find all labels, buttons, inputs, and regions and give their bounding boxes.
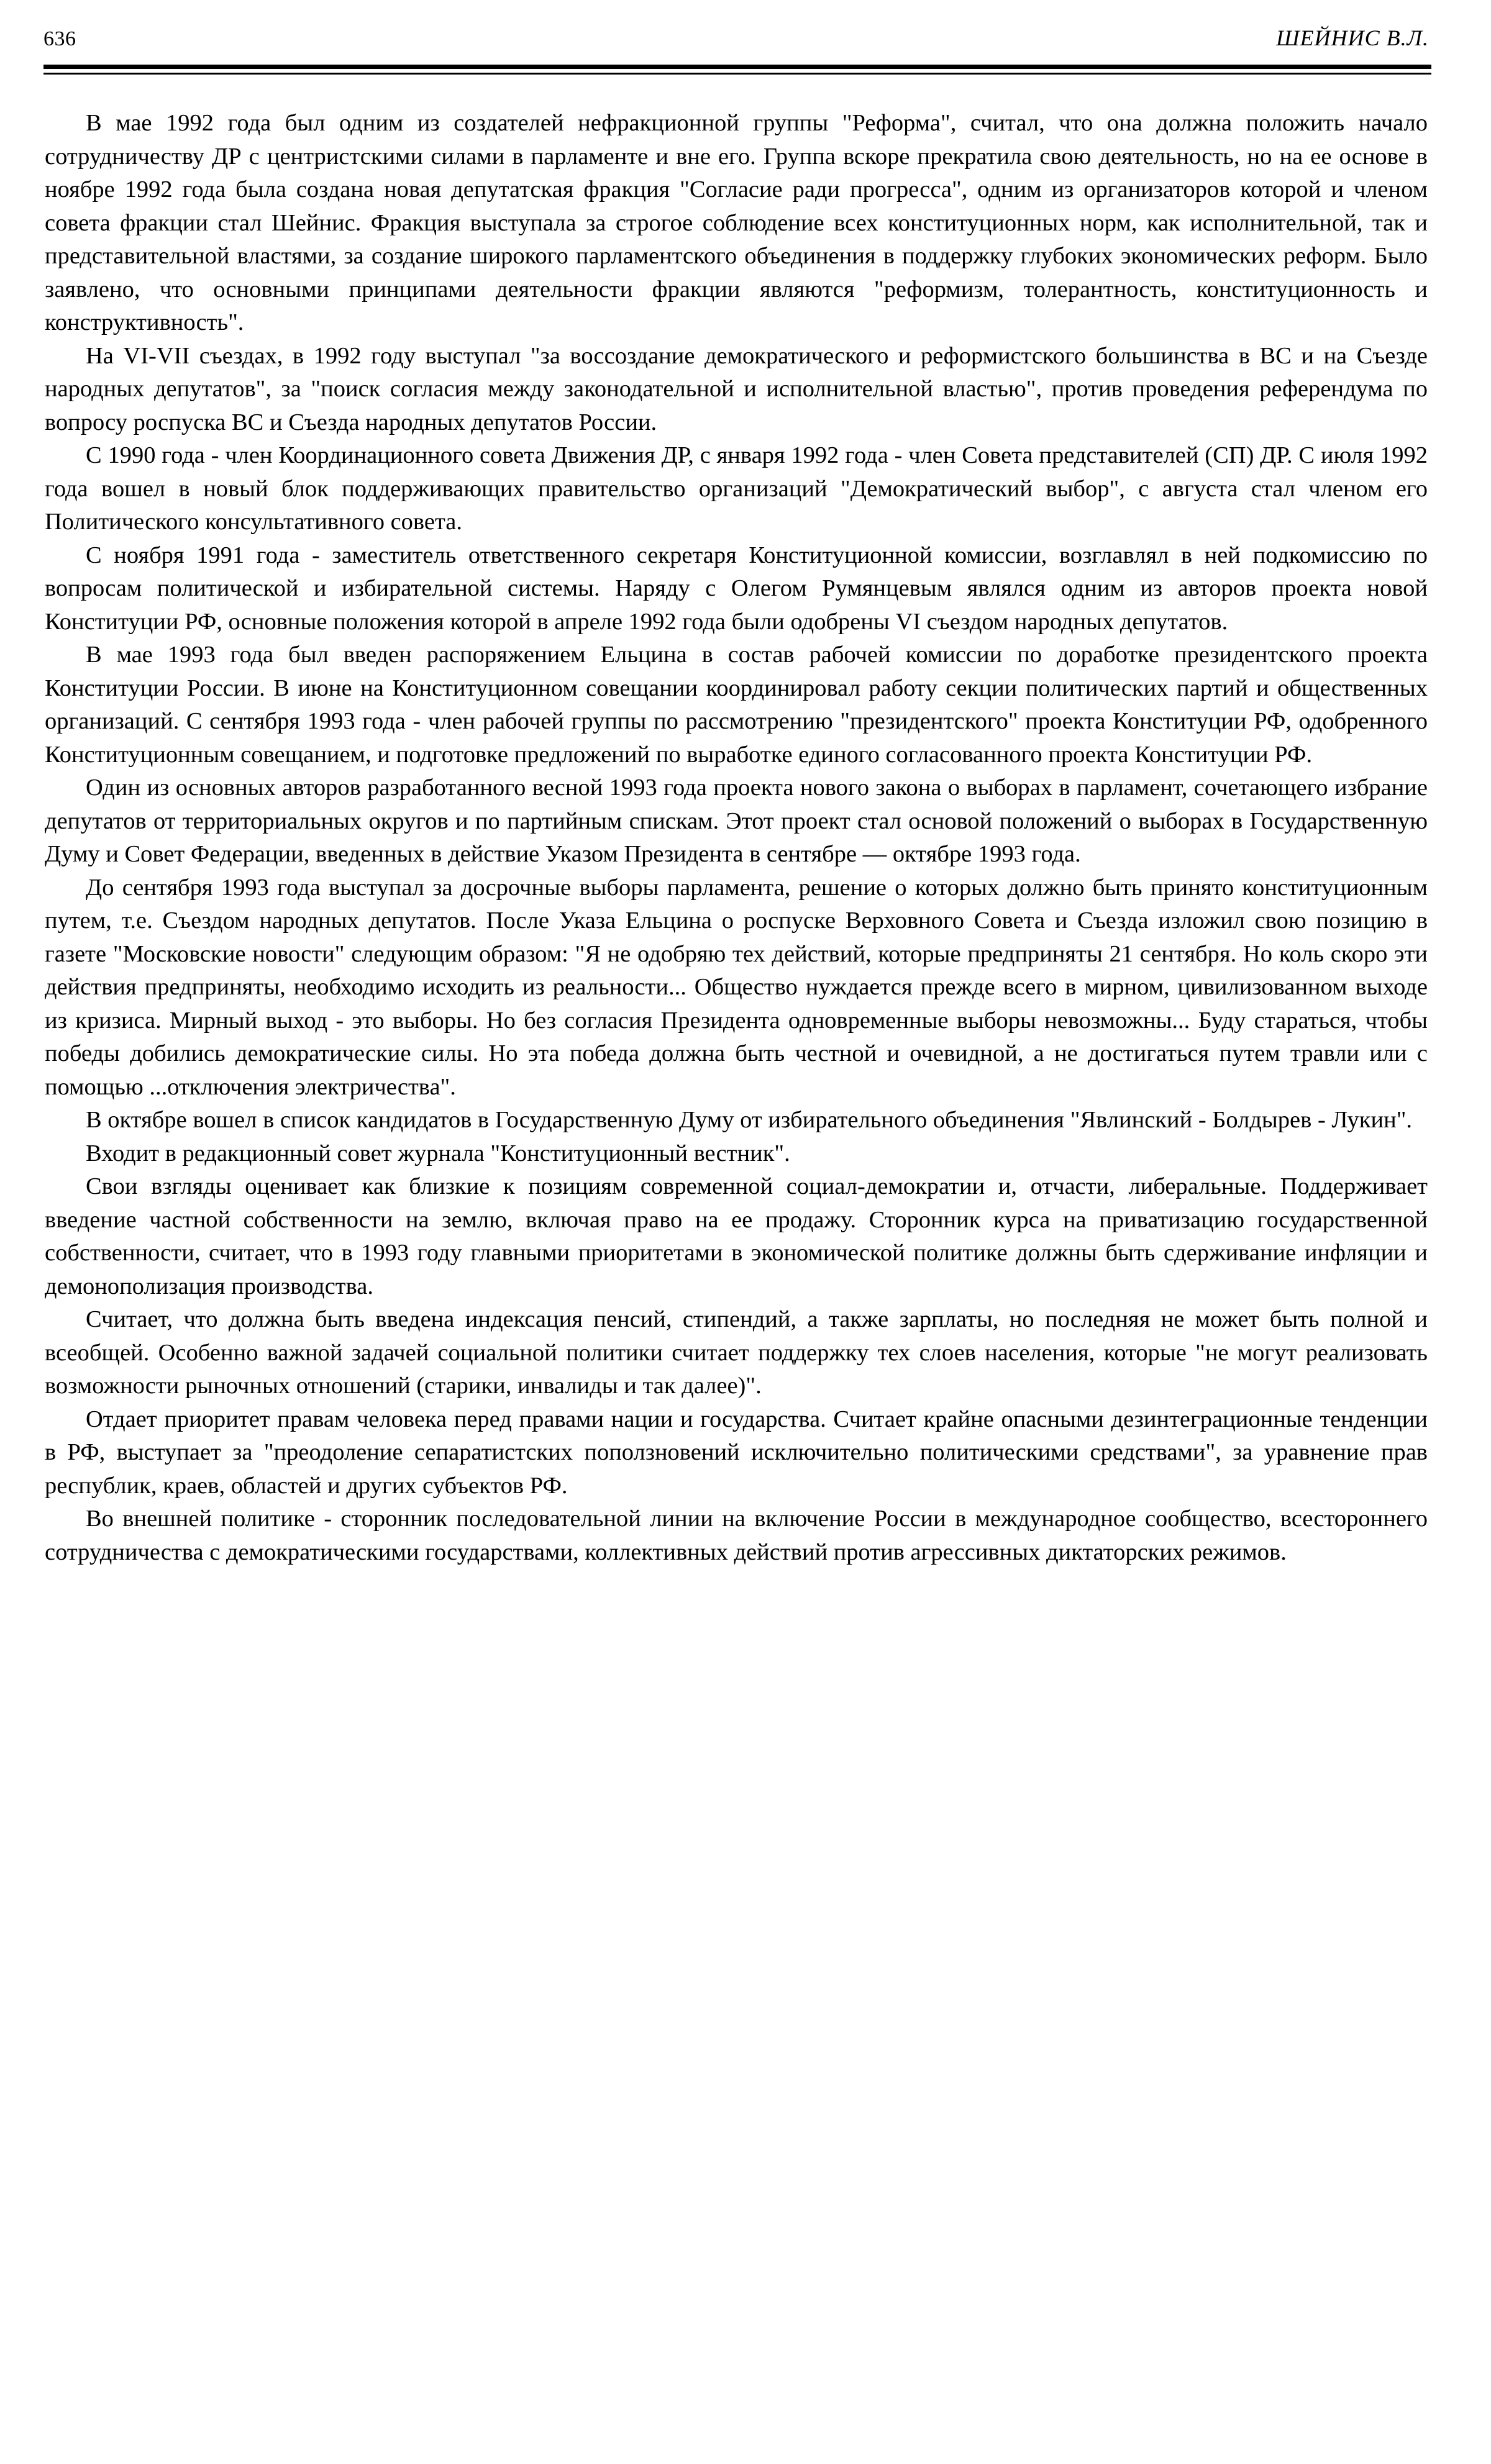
paragraph: До сентября 1993 года выступал за досрочные выборы парламента, решение о которых должно быть принято конституционным путем, т.е. Съездом народных депутатов. После Указа Ельцина о роспуске Верховного Совета и Съезда изложил свою позицию в газете "Московские новости" следующим образом: "Я не одобряю тех действий, которые предприняты 21 сентября. Но коль скоро эти действия предприняты, необходимо исходить из реальности... Общество нуждается прежде всего в мирном, цивилизованном выходе из кризиса. Мирный выход - это выборы. Но без согласия Президента одновременные выборы невозможны... Буду стараться, чтобы победы добились демократические силы. Но эта победа должна быть честной и очевидной, а не достигаться путем травли или с помощью ...отключения электричества".	[45, 874, 1428, 1100]
paragraph: Считает, что должна быть введена индексация пенсий, стипендий, а также зарплаты, но последняя не может быть полной и всеобщей. Особенно важной задачей социальной политики считает поддержку тех слоев населения, которые "не могут реализовать возможности рыночных отношений (старики, инвалиды и так далее)".	[45, 1306, 1428, 1399]
paragraph: Один из основных авторов разработанного весной 1993 года проекта нового закона о выборах в парламент, сочетающего избрание депутатов от территориальных округов и по партийным спискам. Этот проект стал основой положений о выборах в Государственную Думу и Совет Федерации, введенных в действие Указом Президента в сентябре — октябре 1993 года.	[45, 775, 1428, 867]
paragraph: В мае 1992 года был одним из создателей нефракционной группы "Реформа", считал, что она должна положить начало сотрудничеству ДР с центристскими силами в парламенте и вне его. Группа вскоре прекратила свою деятельность, но на ее основе в ноябре 1992 года была создана новая депутатская фракция "Согласие ради прогресса", одним из организаторов которой и членом совета фракции стал Шейнис. Фракция выступала за строгое соблюдение всех конституционных норм, как исполнительной, так и представительной властями, за создание широкого парламентского объединения в поддержку глубоких экономических реформ. Было заявлено, что основными принципами деятельности фракции являются "реформизм, толерантность, конституционность и конструктивность".	[45, 110, 1428, 335]
paragraph: Отдает приоритет правам человека перед правами нации и государства. Считает крайне опасными дезинтеграционные тенденции в РФ, выступает за "преодоление сепаратистских поползновений исключительно политическими средствами", за уравнение прав республик, краев, областей и других субъектов РФ.	[45, 1406, 1428, 1499]
header-rule-thin	[43, 73, 1431, 75]
paragraph: В октябре вошел в список кандидатов в Государственную Думу от избирательного объединения "Явлинский - Болдырев - Лукин".	[86, 1107, 1413, 1133]
header-rule	[43, 65, 1431, 75]
paragraph: Свои взгляды оценивает как близкие к позициям современной социал-демократии и, отчасти, либеральные. Поддерживает введение частной собственности на землю, включая право на ее продажу. Сторонник курса на приватизацию государственной собственности, считает, что в 1993 году главными приоритетами в экономической политике должны быть сдерживание инфляции и демонополизация производства.	[45, 1173, 1428, 1299]
running-head: ШЕЙНИС В.Л.	[1276, 25, 1429, 50]
paragraph: С ноября 1991 года - заместитель ответственного секретаря Конституционной комиссии, возглавлял в ней подкомиссию по вопросам политической и избирательной системы. Наряду с Олегом Румянцевым являлся одним из авторов проекта новой Конституции РФ, основные положения которой в апреле 1992 года были одобрены VI съездом народных депутатов.	[45, 542, 1428, 635]
paragraph: С 1990 года - член Координационного совета Движения ДР, с января 1992 года - член Совета представителей (СП) ДР. С июля 1992 года вошел в новый блок поддерживающих правительство организаций "Демократический выбор", с августа стал членом его Политического консультативного совета.	[45, 442, 1428, 535]
paragraph: Входит в редакционный совет журнала "Конституционный вестник".	[86, 1140, 790, 1166]
paragraph: В мае 1993 года был введен распоряжением Ельцина в состав рабочей комиссии по доработке президентского проекта Конституции России. В июне на Конституционном совещании координировал работу секции политических партий и общественных организаций. С сентября 1993 года - член рабочей группы по рассмотрению "президентского" проекта Конституции РФ, одобренного Конституционным совещанием, и подготовке предложений по выработке единого согласованного проекта Конституции РФ.	[45, 642, 1428, 768]
paragraph: Во внешней политике - сторонник последовательной линии на включение России в международное сообщество, всестороннего сотрудничества с демократическими государствами, коллективных действий против агрессивных диктаторских режимов.	[45, 1506, 1428, 1565]
paragraph: На VI-VII съездах, в 1992 году выступал "за воссоздание демократического и реформистского большинства в ВС и на Съезде народных депутатов", за "поиск согласия между законодательной и исполнительной властью", против проведения референдума по вопросу роспуска ВС и Съезда народных депутатов России.	[45, 342, 1428, 435]
page-header	[43, 25, 1429, 51]
body-text	[45, 107, 1428, 1569]
page-content	[37, 25, 1460, 1569]
page-number: 636	[43, 27, 76, 50]
header-rule-thick	[43, 65, 1431, 69]
